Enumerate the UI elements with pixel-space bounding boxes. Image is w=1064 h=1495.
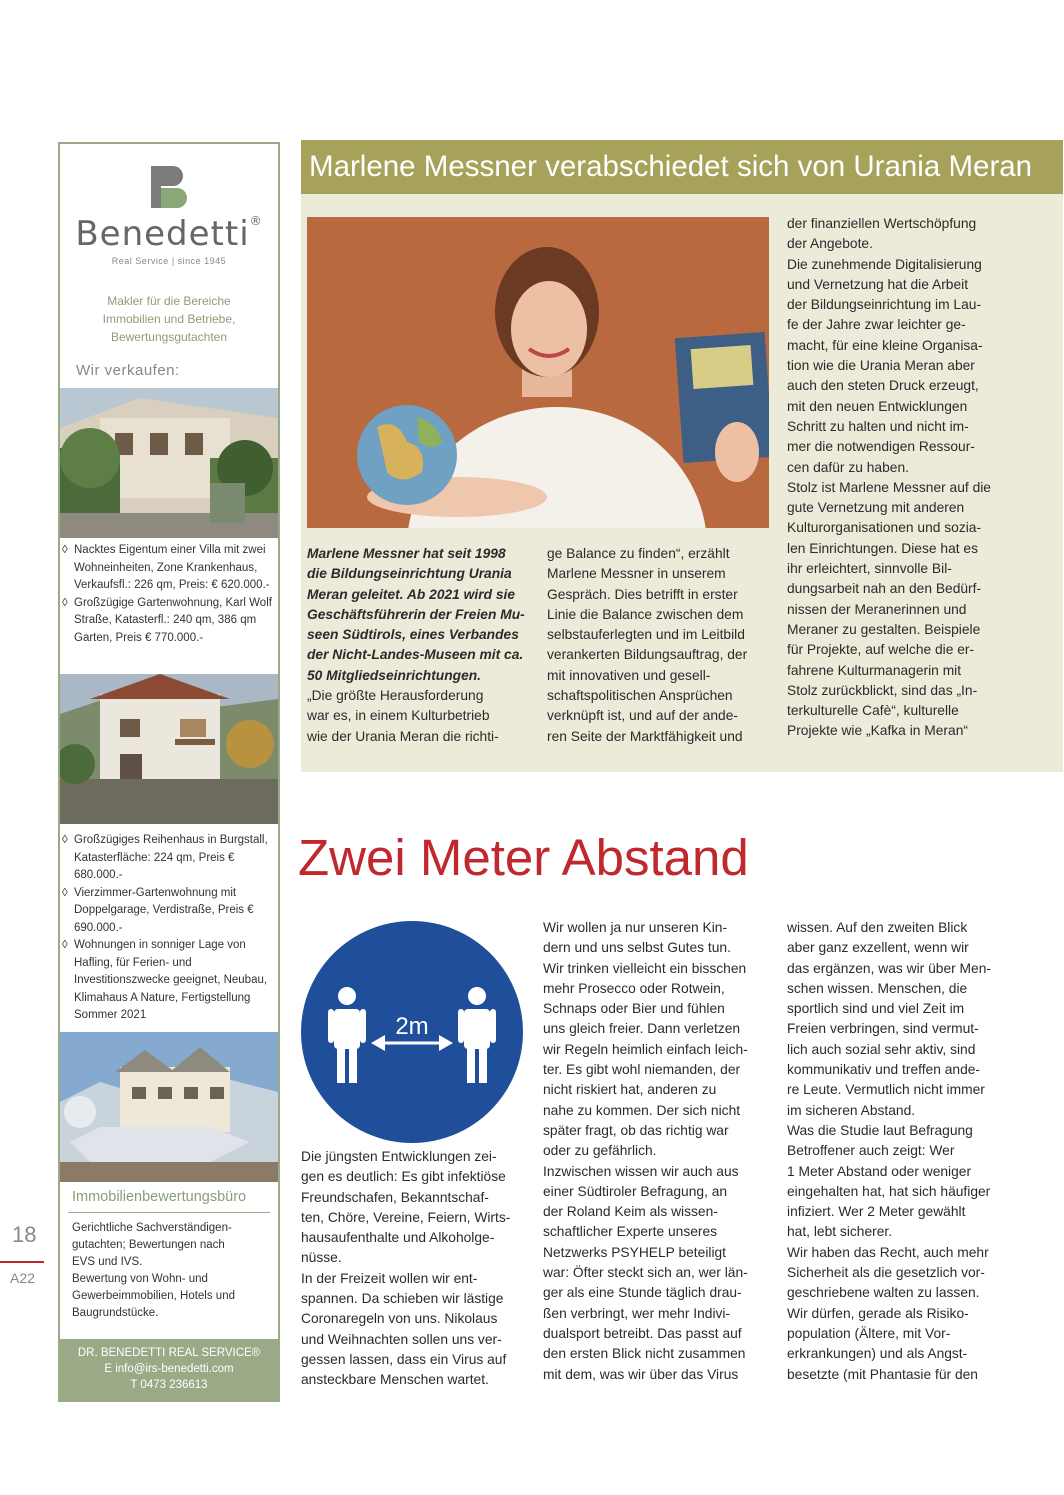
article-distance-title: Zwei Meter Abstand [298,829,749,886]
company-name: DR. BENEDETTI REAL SERVICE® [77,1347,261,1359]
new-building-photo [60,1032,278,1182]
brand-subtitle: Real Service | since 1945 [111,256,227,266]
photo-caption: Marlene Messner hat seit 1998 die Bildungseinrichtung Urania Meran geleitet. Ab 2021 wird sie Geschäftsführerin der Freien Mu- seen Südtirols, eines Verbandes der Nicht-Landes-Museen mit ca. 50 Mitgliedseinrichtungen. [307,546,525,683]
advert-contact-footer [60,1339,278,1402]
two-meter-distance-sign [301,921,523,1143]
sell-heading: Wir verkaufen: [76,362,180,379]
company-email: E info@irs-benedetti.com [104,1363,234,1375]
house-photo [60,674,278,824]
brand-registered-mark: ® [249,214,263,228]
benedetti-advert [58,142,280,1402]
listing-item: ◊ Vierzimmer-Gartenwohnung mit Doppelgarage, Verdistraße, Preis € 690.000.- [62,886,254,934]
distance-label: 2m [395,1013,429,1040]
listing-item: ◊ Großzügige Gartenwohnung, Karl Wolf Straße, Katasterfl.: 240 qm, 386 qm Garten, Preis € 770.000.- [62,596,272,644]
listing-item: ◊ Großzügiges Reihenhaus in Burgstall, Katasterfläche: 224 qm, Preis € 680.000.- [62,834,268,881]
article-text: der finanziellen Wertschöpfung der Angebote. Die zunehmende Digitalisierung und Vernetzung hat die Arbeit der Bildungseinrichtung im Lau- fe der Jahre zwar leichter ge- macht, für eine kleine Organisa- tion wie die Urania Meran aber auch den steten Druck erzeugt, mit den neuen Entwicklungen Schritt zu halten und nicht im- mer die notwendigen Ressour- cen dafür zu haben. Stolz ist Marlene Messner auf die gute Vernetzung mit anderen Kulturorganisationen und sozia- len Einrichtungen. Diese hat es ihr erleichtert, sinnvolle Bil- dungsarbeit nah an den Bedürf- nissen der Meranerinnen und Meraner zu gestalten. Beispiele für Projekte, auf welche die er- fahrene Kulturmanagerin mit Stolz zurückblickt, sind das „In- terkulturelle Cafè“, kulturelle Projekte wie „Kafka in Meran“ [787,216,991,739]
article-messner-title: Marlene Messner verabschiedet sich von Urania Meran [301,140,1063,194]
benedetti-logo [60,166,278,266]
article-messner-column-2 [547,544,772,747]
company-phone: T 0473 236613 [130,1379,208,1391]
office-description: Gerichtliche Sachverständigen- gutachten; Bewertungen nach EVS und IVS. Bewertung von Wohn- und Gewerbeimmobilien, Hotels und Baugrundstücke. [72,1222,235,1319]
article-text: wissen. Auf den zweiten Blick aber ganz exzellent, wenn wir das ergänzen, was wir über Men- schen wissen. Menschen, die sportlich sind und viel Zeit im Freien verbringen, sind vermut- lich auch sozial sehr aktiv, sind kommunikativ und treffen ande- re Leute. Vermutlich nicht immer im sicheren Abstand. Was die Studie laut Befragung Betroffener auch zeigt: Wer 1 Meter Abstand oder weniger eingehalten hat, hat sich häufiger infiziert. Wer 2 Meter gewählt hat, lebt sicherer. Wir haben das Recht, auch mehr Sicherheit als die gesetzlich vor- geschriebene walten zu lassen. Wir dürfen, gerade als Risiko- population (Ältere, mit Vor- erkrankungen) und als Angst- besetzte (mit Phantasie für den [787,920,991,1382]
article-messner-column-3 [787,214,1057,742]
listings-2 [62,832,276,1025]
article-text: Die jüngsten Entwicklungen zei- gen es deutlich: Es gibt infektiöse Freundschafen, Bekanntschaf- ten, Chöre, Vereine, Feiern, Wirts- hausaufenthalte und Alkoholge- nüsse. In der Freizeit wollen wir ent- spannen. Da schieben wir lästige Coronaregeln von uns. Nikolaus und Weihnachten sollen uns ver- gessen lassen, dass ein Virus auf ansteckbare Menschen wartet. [301,1149,511,1388]
messner-portrait-photo [307,217,769,528]
listings-1 [62,542,276,647]
listing-item: ◊ Nacktes Eigentum einer Villa mit zwei Wohneinheiten, Zone Krankenhaus, Verkaufsfl.: 226 qm, Preis: € 620.000.- [62,544,270,591]
page-code: A22 [10,1270,35,1286]
article-text: „Die größte Herausforderung war es, in einem Kulturbetrieb wie der Urania Meran die richti- [307,688,499,744]
article-text: ge Balance zu finden“, erzählt Marlene Messner in unserem Gespräch. Dies betrifft in erster Linie die Balance zwischen dem selbstauferlegten und im Leitbild verankerten Bildungsauftrag, der mit innovativen und gesell- schaftspolitischen Ansprüchen verknüpft ist, und auf der ande- ren Seite der Marktfähigkeit und [547,546,748,744]
page-number: 18 [12,1222,37,1247]
article-messner [301,140,1063,772]
brand-name: Benedetti [75,214,250,254]
villa-photo [60,388,278,538]
article-messner-column-1 [307,544,527,747]
office-divider [68,1212,270,1213]
listing-item: ◊ Wohnungen in sonniger Lage von Hafling, für Ferien- und Investitionszwecke geeignet, Neubau, Klimahaus A Nature, Fertigstellung Sommer 2021 [62,939,268,1021]
article-distance-column-3 [787,918,1037,1385]
article-distance-column-1 [301,1147,533,1391]
page-number-rule [0,1261,44,1263]
office-heading: Immobilienbewertungsbüro [72,1189,247,1205]
advert-description: Makler für die Bereiche Immobilien und Betriebe, Bewertungsgutachten [102,294,236,344]
article-text: Wir wollen ja nur unseren Kin- dern und uns selbst Gutes tun. Wir trinken vielleicht ein bisschen mehr Prosecco oder Rotwein, Schnaps oder Bier und fühlen uns gleich freier. Dann verletzen wir Regeln heimlich einfach leich- ter. Es gibt wohl niemanden, der nicht riskiert hat, anderen zu nahe zu kommen. Der sich nicht später fragt, ob das richtig war oder zu gefährlich. Inzwischen wissen wir auch aus einer Südtiroler Befragung, an der Roland Keim als wissen- schaftlicher Experte unseres Netzwerks PSYHELP beteiligt war: Öfter steckt sich an, wer län- ger als eine Stunde täglich drau- ßen verbringt, wer mehr Indivi- dualsport betreibt. Das passt auf den ersten Blick nicht zusammen mit dem, was wir über das Virus [543,920,748,1382]
benedetti-logo-mark [151,166,187,208]
article-distance-column-2 [543,918,775,1385]
